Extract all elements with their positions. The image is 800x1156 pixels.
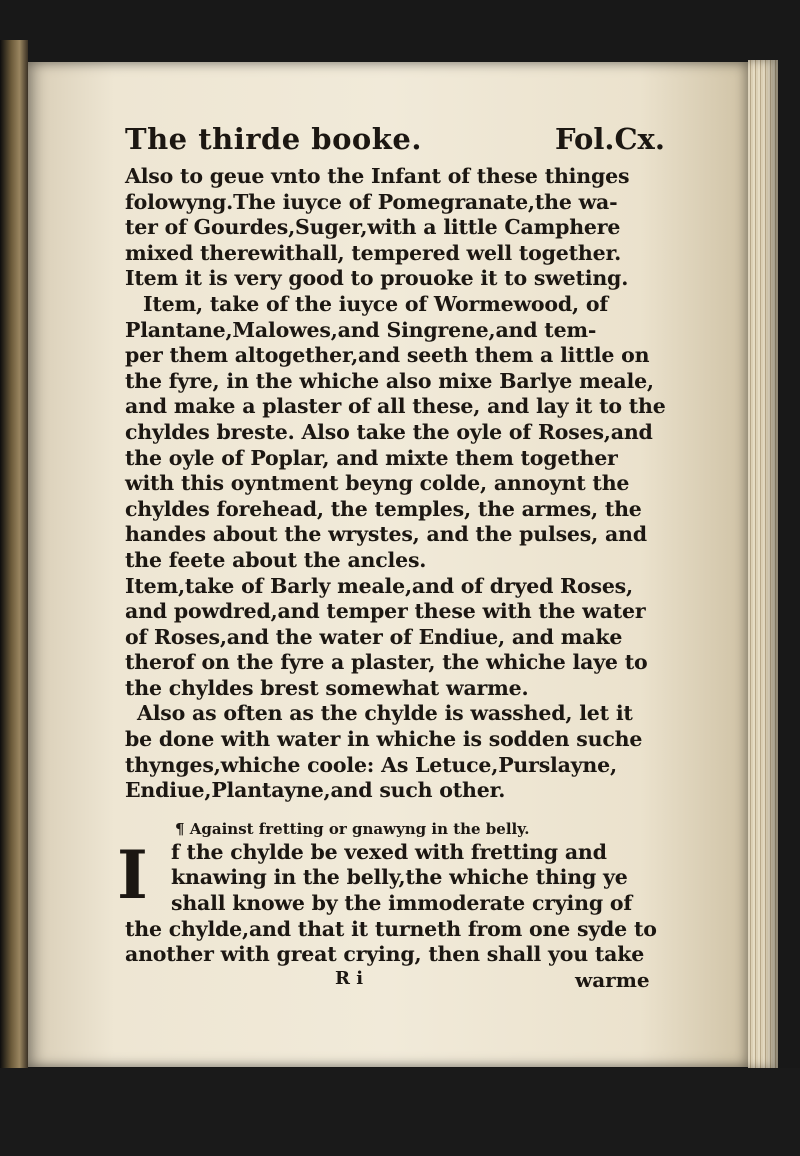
text-line: chyldes forehead, the temples, the armes, the (125, 496, 642, 521)
final-paragraph (117, 835, 700, 968)
text-line: Also to geue vnto the Infant of these thinges (125, 164, 630, 188)
text-line: folowyng.The iuyce of Pomegranate,the wa- (125, 189, 618, 214)
paragraph-4 (125, 701, 700, 803)
folio-number: Fol.Cx. (555, 122, 665, 156)
text-line: with this oyntment beyng colde, annoynt the (125, 471, 630, 496)
signature-mark: R i (335, 967, 364, 989)
text-line: per them altogether,and seeth them a little on (125, 343, 650, 368)
page-header (125, 118, 700, 164)
running-title: The thirde booke. (125, 122, 422, 156)
text-line: another with great crying, then shall you take (125, 942, 645, 967)
text-line: Item, take of the iuyce of Wormewood, of (143, 291, 608, 316)
text-line: Endiue,Plantayne,and such other. (125, 778, 506, 803)
text-line: the fyre, in the whiche also mixe Barlye meale, (125, 368, 654, 393)
book-spine (0, 40, 28, 1080)
catchword: warme (575, 967, 650, 992)
text-line: Item it is very good to prouoke it to sweting. (125, 266, 629, 291)
text-line: thynges,whiche coole: As Letuce,Purslayne, (125, 752, 617, 777)
text-line: handes about the wrystes, and the pulses, and (125, 522, 647, 547)
paragraph-3 (125, 574, 700, 702)
page-footer (125, 968, 700, 994)
text-line: ter of Gourdes,Suger,with a little Camphere (125, 215, 621, 240)
page-edges (748, 60, 778, 1068)
section-heading: ¶ Against fretting or gnawyng in the belly. (175, 819, 530, 838)
drop-cap: I (117, 835, 148, 914)
text-line: therof on the fyre a plaster, the whiche laye to (125, 650, 648, 675)
text-line: the chyldes brest somewhat warme. (125, 675, 529, 700)
text-line: and make a plaster of all these, and lay it to the (125, 394, 666, 419)
scan-bottom-margin (0, 1068, 800, 1156)
text-line: and powdred,and temper these with the water (125, 599, 646, 624)
text-line: chyldes breste. Also take the oyle of Roses,and (125, 419, 653, 444)
text-line: the oyle of Poplar, and mixte them together (125, 445, 618, 470)
text-line: mixed therewithall, tempered well together. (125, 240, 622, 265)
paragraph-2 (125, 292, 700, 574)
page-text (117, 118, 700, 994)
text-line: Also as often as the chylde is wasshed, let it (137, 701, 633, 726)
text-line: Item,take of Barly meale,and of dryed Roses, (125, 573, 633, 598)
text-line: f the chylde be vexed with fretting and (171, 839, 607, 864)
text-line: shall knowe by the immoderate crying of (171, 891, 632, 916)
paragraph-1 (125, 164, 700, 292)
text-line: be done with water in whiche is sodden suche (125, 727, 643, 752)
text-line: the feete about the ancles. (125, 547, 427, 572)
text-line: of Roses,and the water of Endiue, and make (125, 624, 623, 649)
text-line: Plantane,Malowes,and Singrene,and tem- (125, 317, 597, 342)
text-line: knawing in the belly,the whiche thing ye (171, 865, 628, 890)
text-line: the chylde,and that it turneth from one syde to (125, 916, 657, 941)
